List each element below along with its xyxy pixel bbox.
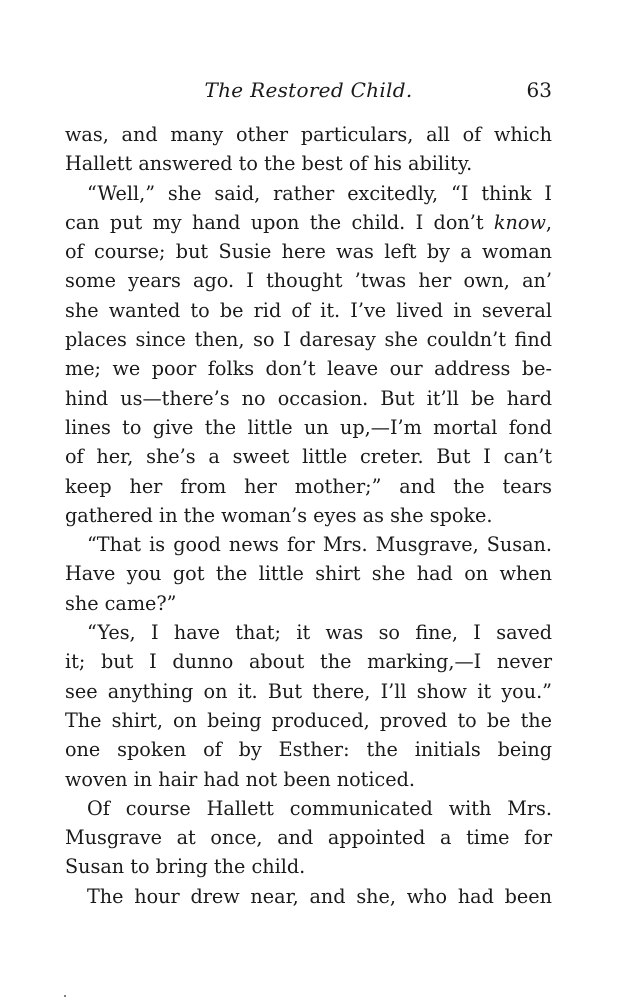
paper-speck <box>64 995 66 997</box>
text-line: places since then, so I daresay she couldn’t find <box>65 328 552 352</box>
text-line: she came?” <box>65 591 177 615</box>
text-line: it; but I dunno about the marking,—I never <box>65 650 552 674</box>
text-line: keep her from her mother;” and the tears <box>65 474 552 498</box>
text-line: “Well,” she said, rather excitedly, “I think I <box>87 181 552 205</box>
text-line: Have you got the little shirt she had on when <box>65 562 552 586</box>
page-number: 63 <box>526 78 552 102</box>
text-line: gathered in the woman’s eyes as she spoke. <box>65 503 493 527</box>
text-line: Of course Hallett communicated with Mrs. <box>87 796 552 820</box>
text-line: hind us—there’s no occasion. But it’ll be hard <box>65 386 552 410</box>
text-line: she wanted to be rid of it. I’ve lived in several <box>65 298 552 322</box>
text-line: lines to give the little un up,—I’m mortal fond <box>65 415 552 439</box>
text-line: can put my hand upon the child. I don’t know, <box>65 210 552 234</box>
text-line: some years ago. I thought ’twas her own, an’ <box>65 269 552 293</box>
text-line: Susan to bring the child. <box>65 855 306 879</box>
text-line: was, and many other particulars, all of which <box>65 123 552 146</box>
body-text <box>65 120 552 911</box>
text-line: “That is good news for Mrs. Musgrave, Susan. <box>87 533 552 557</box>
page-header <box>65 78 552 112</box>
emphasized-word: know <box>493 210 546 234</box>
text-line: Musgrave at once, and appointed a time for <box>65 826 552 850</box>
text-line: Hallett answered to the best of his ability. <box>65 152 473 176</box>
text-line: The hour drew near, and she, who had been <box>87 884 552 908</box>
text-line: see anything on it. But there, I’ll show it you.” <box>65 679 552 703</box>
text-line: The shirt, on being produced, proved to be the <box>65 708 552 732</box>
text-line: of course; but Susie here was left by a woman <box>65 240 552 264</box>
text-line: of her, she’s a sweet little creter. But I can’t <box>65 445 552 469</box>
text-line: one spoken of by Esther: the initials being <box>65 738 552 762</box>
text-line: me; we poor folks don’t leave our address be- <box>65 357 552 381</box>
running-title: The Restored Child. <box>204 78 413 102</box>
text-line: woven in hair had not been noticed. <box>65 767 416 791</box>
text-line: “Yes, I have that; it was so fine, I saved <box>87 621 552 645</box>
